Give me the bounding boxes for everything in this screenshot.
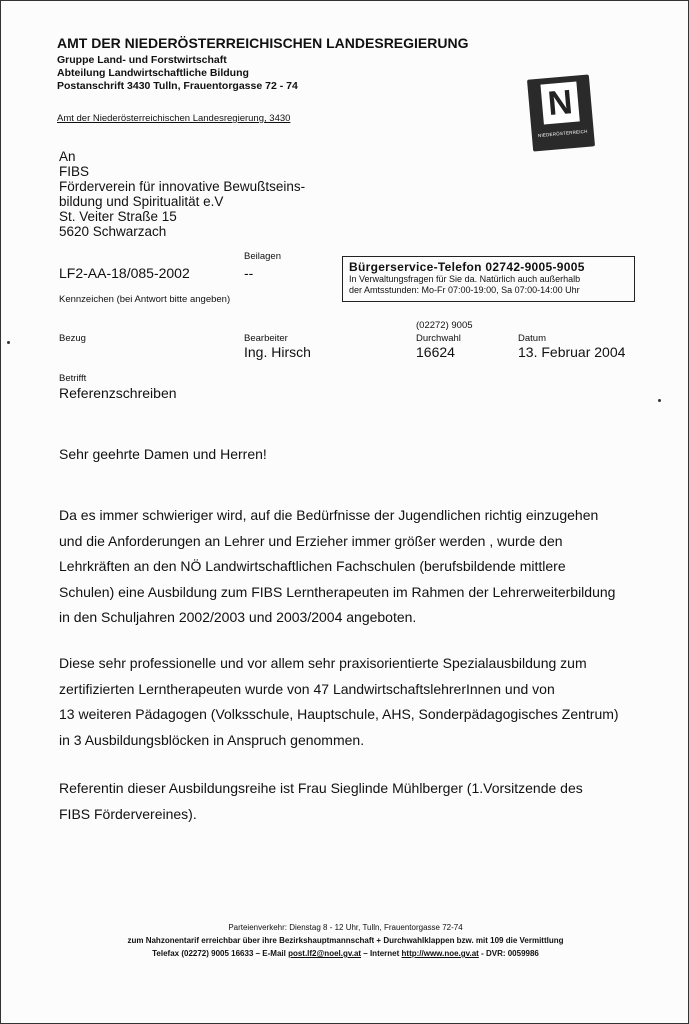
bezug-label: Bezug — [59, 333, 86, 344]
service-phone-title: Bürgerservice-Telefon 02742-9005-9005 — [349, 260, 585, 274]
paragraph-line: und die Anforderungen an Lehrer und Erzieher immer größer werden , wurde den — [59, 532, 563, 549]
salutation: Sehr geehrte Damen und Herren! — [59, 446, 267, 462]
beilagen-label: Beilagen — [244, 251, 281, 262]
footer-email-link[interactable]: post.lf2@noel.gv.at — [288, 949, 362, 958]
sender-title: AMT DER NIEDERÖSTERREICHISCHEN LANDESREGIERUNG — [57, 35, 469, 51]
paragraph-line: zertifizierten Lerntherapeuten wurde von 47 LandwirtschaftslehrerInnen und von — [59, 680, 555, 697]
sender-department: Abteilung Landwirtschaftliche Bildung — [57, 67, 249, 79]
recipient-line: St. Veiter Straße 15 — [59, 209, 177, 224]
paragraph-line: in 3 Ausbildungsblöcken in Anspruch genommen. — [59, 731, 365, 748]
service-phone-box — [342, 256, 635, 302]
recipient-line: bildung und Spiritualität e.V — [59, 194, 224, 209]
datum-value: 13. Februar 2004 — [518, 344, 626, 360]
footer-website-link[interactable]: http://www.noe.gv.at — [401, 949, 479, 958]
paragraph-line: in den Schuljahren 2002/2003 und 2003/2004 angeboten. — [59, 609, 417, 625]
paragraph-3 — [59, 776, 583, 827]
footer-office-hours: Parteienverkehr: Dienstag 8 - 12 Uhr, Tulln, Frauentorgasse 72-74 — [228, 923, 463, 932]
paragraph-line: Da es immer schwieriger wird, auf die Bedürfnisse der Jugendlichen richtig einzugehen — [59, 507, 599, 523]
paragraph-line: Lehrkräften an den NÖ Landwirtschaftlichen Fachschulen (berufsbildende mittlere — [59, 558, 566, 574]
scan-speck — [658, 399, 661, 402]
bearbeiter-label: Bearbeiter — [244, 333, 288, 344]
noe-logo — [527, 74, 595, 151]
recipient-line: FIBS — [59, 164, 90, 179]
logo-caption: NIEDERÖSTERREICH — [537, 128, 588, 139]
paragraph-line: Referentin dieser Ausbildungsreihe ist Frau Sieglinde Mühlberger (1.Vorsitzende des — [59, 780, 583, 796]
beilagen-value: -- — [244, 265, 254, 281]
scan-speck — [7, 341, 10, 344]
sender-group: Gruppe Land- und Forstwirtschaft — [57, 54, 227, 66]
reference-label: Kennzeichen (bei Antwort bitte angeben) — [59, 294, 231, 305]
paragraph-1 — [59, 503, 615, 631]
logo-letter: N — [540, 82, 579, 125]
recipient-line: 5620 Schwarzach — [59, 224, 167, 239]
phone-prefix: (02272) 9005 — [416, 320, 473, 331]
paragraph-line: 13 weiteren Pädagogen (Volksschule, Hauptschule, AHS, Sonderpädagogisches Zentrum) — [59, 706, 619, 722]
service-line-2: der Amtsstunden: Mo-Fr 07:00-19:00, Sa 07:00-14:00 Uhr — [349, 285, 580, 295]
durchwahl-label: Durchwahl — [416, 333, 461, 344]
durchwahl-value: 16624 — [416, 344, 455, 360]
betrifft-label: Betrifft — [59, 373, 87, 384]
footer-internet-label: – Internet — [361, 949, 402, 958]
datum-label: Datum — [518, 333, 546, 344]
return-address: Amt der Niederösterreichischen Landesregierung, 3430 — [57, 113, 291, 124]
sender-postal-address: Postanschrift 3430 Tulln, Frauentorgasse 72 - 74 — [57, 80, 298, 92]
recipient-line: Förderverein für innovative Bewußtseins- — [59, 179, 306, 194]
footer-dvr: - DVR: 0059986 — [478, 949, 539, 958]
footer-phone-info: zum Nahzonentarif erreichbar über ihre Bezirkshauptmannschaft + Durchwahlklappen bzw. mit 109 die Vermittlung — [127, 936, 564, 945]
paragraph-2 — [59, 651, 619, 753]
paragraph-line: Schulen) eine Ausbildung zum FIBS Lerntherapeuten im Rahmen der Lehrerweiterbildung — [59, 583, 616, 600]
service-line-1: In Verwaltungsfragen für Sie da. Natürlich auch außerhalb — [349, 274, 581, 284]
bearbeiter-value: Ing. Hirsch — [244, 344, 311, 360]
footer-fax: Telefax (02272) 9005 16633 – E-Mail — [152, 949, 289, 958]
reference-number: LF2-AA-18/085-2002 — [59, 265, 190, 281]
footer-contact — [1, 949, 689, 958]
paragraph-line: FIBS Fördervereines). — [59, 805, 197, 822]
recipient-line: An — [59, 149, 76, 164]
subject: Referenzschreiben — [59, 385, 177, 401]
paragraph-line: Diese sehr professionelle und vor allem sehr praxisorientierte Spezialausbildung zum — [59, 655, 587, 671]
